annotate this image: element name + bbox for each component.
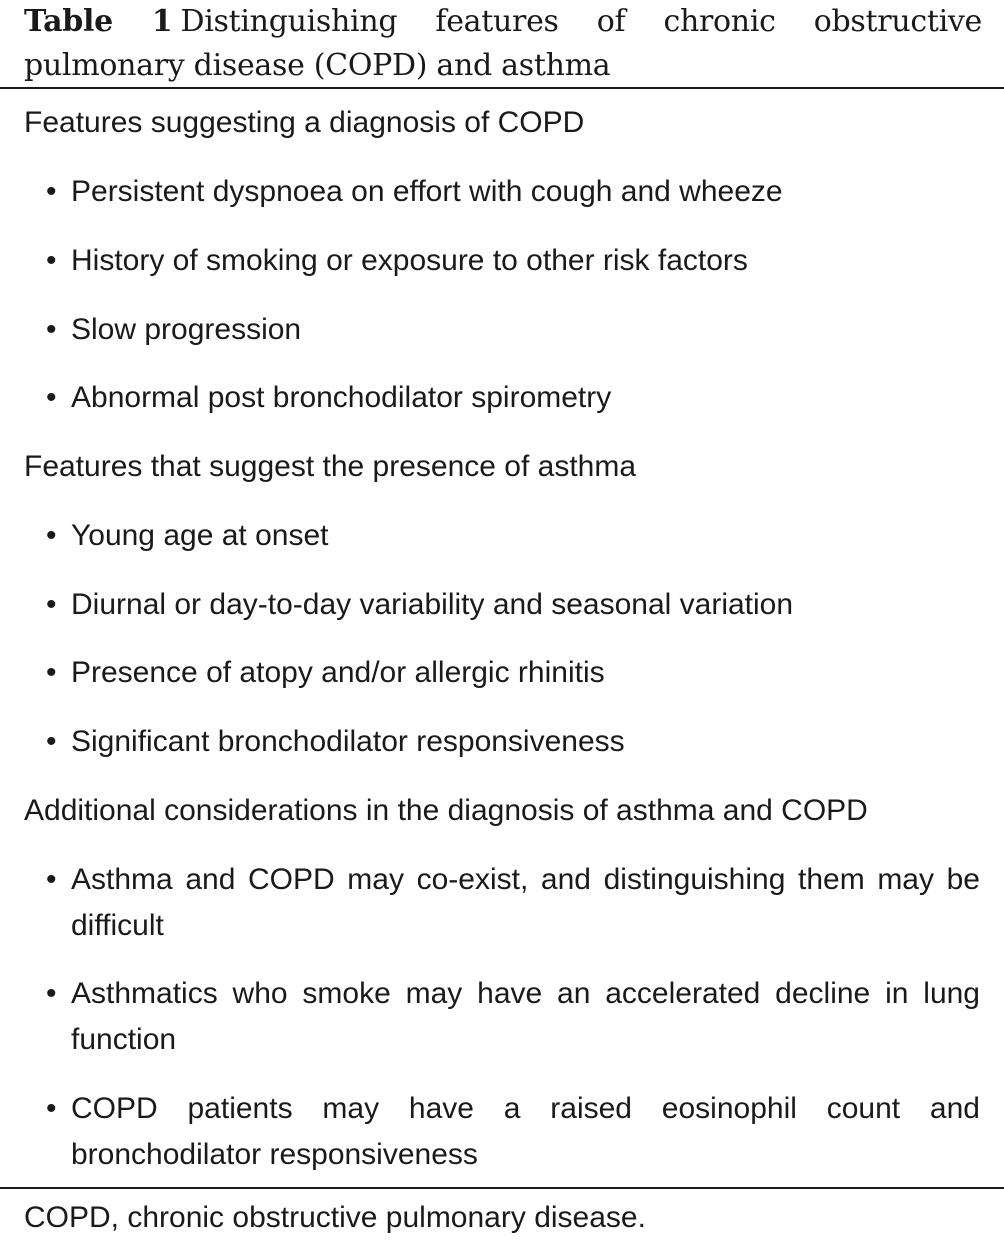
list-item-text: Young age at onset xyxy=(71,519,329,552)
table-caption xyxy=(24,0,982,88)
list-item-text: Slow progression xyxy=(71,313,302,346)
list-item xyxy=(46,307,980,353)
list-item-text: Significant bronchodilator responsiveness xyxy=(71,725,625,758)
table-title: Distinguishing features of chronic obstructive pulmonary disease (COPD) and asthma xyxy=(24,4,982,83)
bullet-icon: • xyxy=(46,175,57,208)
list-item xyxy=(46,650,980,696)
list-item-text: Asthmatics who smoke may have an accelerated decline in lung function xyxy=(71,977,980,1056)
bullet-icon: • xyxy=(46,863,57,896)
list-item xyxy=(46,857,980,949)
bullet-icon: • xyxy=(46,313,57,346)
list-item-text: COPD patients may have a raised eosinophil count and bronchodilator responsiveness xyxy=(71,1092,980,1171)
list-item xyxy=(46,375,980,421)
list-item xyxy=(46,971,980,1063)
bullet-icon: • xyxy=(46,725,57,758)
table-label: Table 1 xyxy=(24,4,173,39)
section-heading-additional: Additional considerations in the diagnosis of asthma and COPD xyxy=(24,794,868,827)
list-item-text: History of smoking or exposure to other risk factors xyxy=(71,244,748,277)
list-item-text: Asthma and COPD may co-exist, and distinguishing them may be difficult xyxy=(71,863,980,942)
list-item xyxy=(46,1086,980,1178)
bullet-icon: • xyxy=(46,381,57,414)
list-item-text: Diurnal or day-to-day variability and seasonal variation xyxy=(71,588,794,621)
list-item xyxy=(46,238,980,284)
section-heading-asthma: Features that suggest the presence of asthma xyxy=(24,450,637,483)
bottom-rule xyxy=(0,1187,1004,1189)
bullet-icon: • xyxy=(46,1092,57,1125)
list-item xyxy=(46,719,980,765)
bullet-icon: • xyxy=(46,519,57,552)
list-item xyxy=(46,513,980,559)
table-footnote: COPD, chronic obstructive pulmonary disease. xyxy=(24,1201,646,1234)
section-heading-copd: Features suggesting a diagnosis of COPD xyxy=(24,106,585,139)
list-item xyxy=(46,582,980,628)
list-item-text: Persistent dyspnoea on effort with cough and wheeze xyxy=(71,175,783,208)
top-rule xyxy=(0,87,1004,89)
list-item xyxy=(46,169,980,215)
bullet-icon: • xyxy=(46,244,57,277)
bullet-icon: • xyxy=(46,656,57,689)
list-item-text: Presence of atopy and/or allergic rhinitis xyxy=(71,656,605,689)
list-item-text: Abnormal post bronchodilator spirometry xyxy=(71,381,612,414)
bullet-icon: • xyxy=(46,977,57,1010)
bullet-icon: • xyxy=(46,588,57,621)
